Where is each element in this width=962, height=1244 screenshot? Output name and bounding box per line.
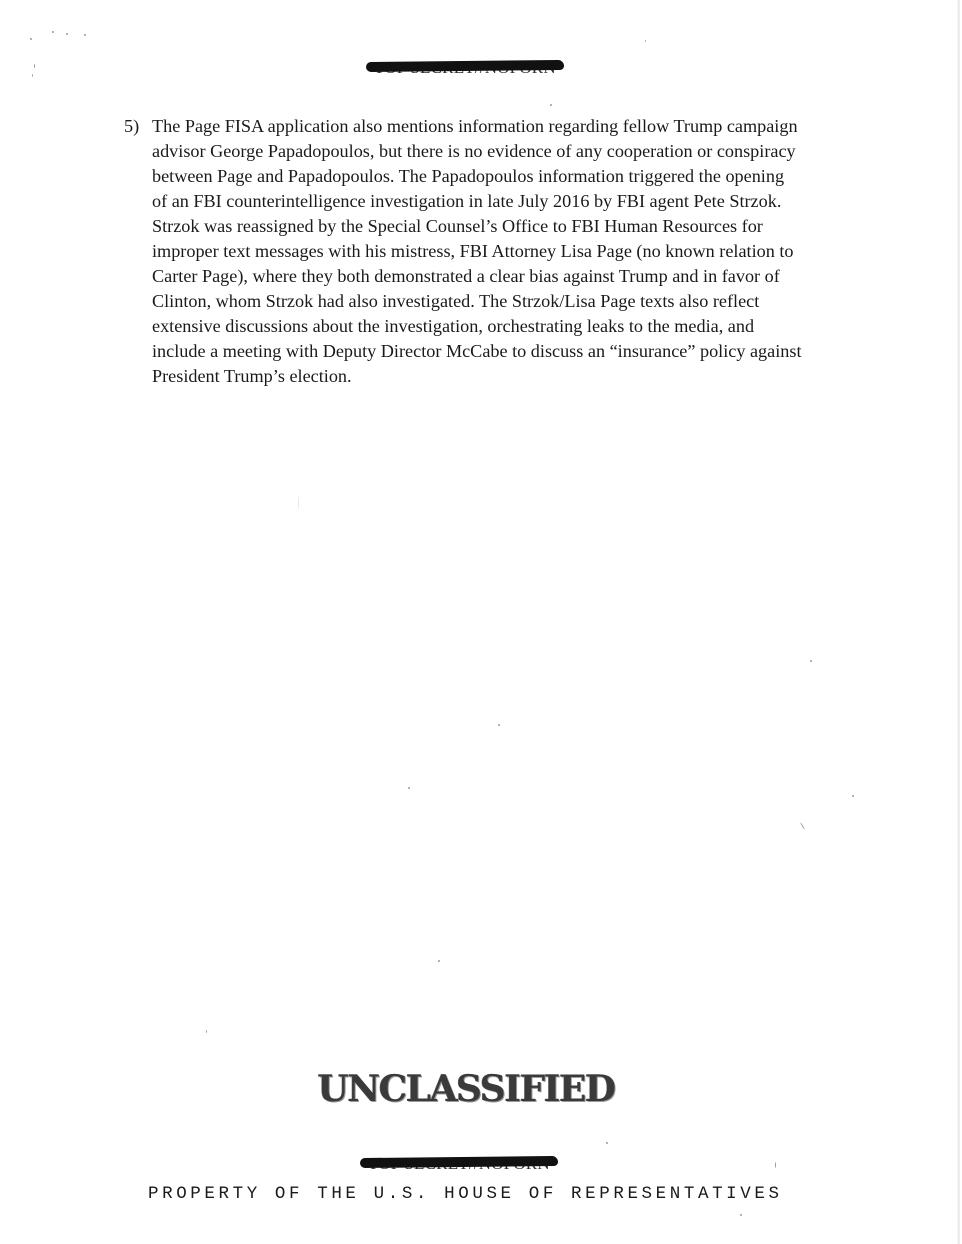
scan-speck: [800, 822, 805, 829]
scan-speck: [30, 38, 32, 40]
header-strikethrough-bar: [366, 60, 564, 72]
scan-speck: [740, 1214, 742, 1216]
scan-edge: [957, 0, 960, 1244]
scan-speck: [52, 31, 54, 33]
scan-speck: [84, 34, 86, 36]
footer-strikethrough-bar: [360, 1156, 558, 1168]
scan-speck: [32, 74, 33, 77]
scan-speck: [438, 960, 440, 962]
header-classification-marking: [366, 58, 564, 78]
paragraph-line: of an FBI counterintelligence investigation in late July 2016 by FBI agent Pete Strzok.: [152, 191, 782, 211]
scan-speck: [498, 724, 500, 726]
paragraph-line: improper text messages with his mistress, FBI Attorney Lisa Page (no known relation to: [152, 241, 794, 261]
paragraph-line: extensive discussions about the investigation, orchestrating leaks to the media, and: [152, 316, 755, 336]
scan-speck: [645, 40, 646, 42]
scan-speck: [775, 1162, 776, 1168]
paragraph-5: [124, 114, 844, 389]
property-line: PROPERTY OF THE U.S. HOUSE OF REPRESENTATIVES: [148, 1184, 783, 1204]
paragraph-line: advisor George Papadopoulos, but there is no evidence of any cooperation or conspiracy: [152, 141, 796, 161]
paragraph-number: 5): [124, 116, 140, 136]
scan-speck: [408, 787, 410, 789]
unclassified-stamp: UNCLASSIFIED: [317, 1068, 615, 1110]
paragraph-line: include a meeting with Deputy Director McCabe to discuss an “insurance” policy against: [152, 341, 802, 361]
paragraph-line: between Page and Papadopoulos. The Papadopoulos information triggered the opening: [152, 166, 785, 186]
scan-speck: [206, 1030, 207, 1033]
scan-speck: [298, 496, 299, 510]
paragraph-line: Carter Page), where they both demonstrated a clear bias against Trump and in favor of: [152, 266, 780, 286]
scan-speck: [810, 660, 812, 662]
scan-speck: [550, 104, 552, 106]
scan-speck: [34, 64, 35, 68]
paragraph-line: President Trump’s election.: [152, 366, 352, 386]
paragraph-line: Strzok was reassigned by the Special Counsel’s Office to FBI Human Resources for: [152, 216, 763, 236]
footer-classification-marking: [360, 1154, 558, 1174]
paragraph-line: The Page FISA application also mentions information regarding fellow Trump campaign: [152, 116, 798, 136]
scan-speck: [852, 795, 854, 797]
paragraph-body: [152, 114, 844, 389]
scan-speck: [606, 1142, 608, 1144]
paragraph-line: Clinton, whom Strzok had also investigated. The Strzok/Lisa Page texts also reflect: [152, 291, 760, 311]
scan-speck: [66, 33, 68, 35]
